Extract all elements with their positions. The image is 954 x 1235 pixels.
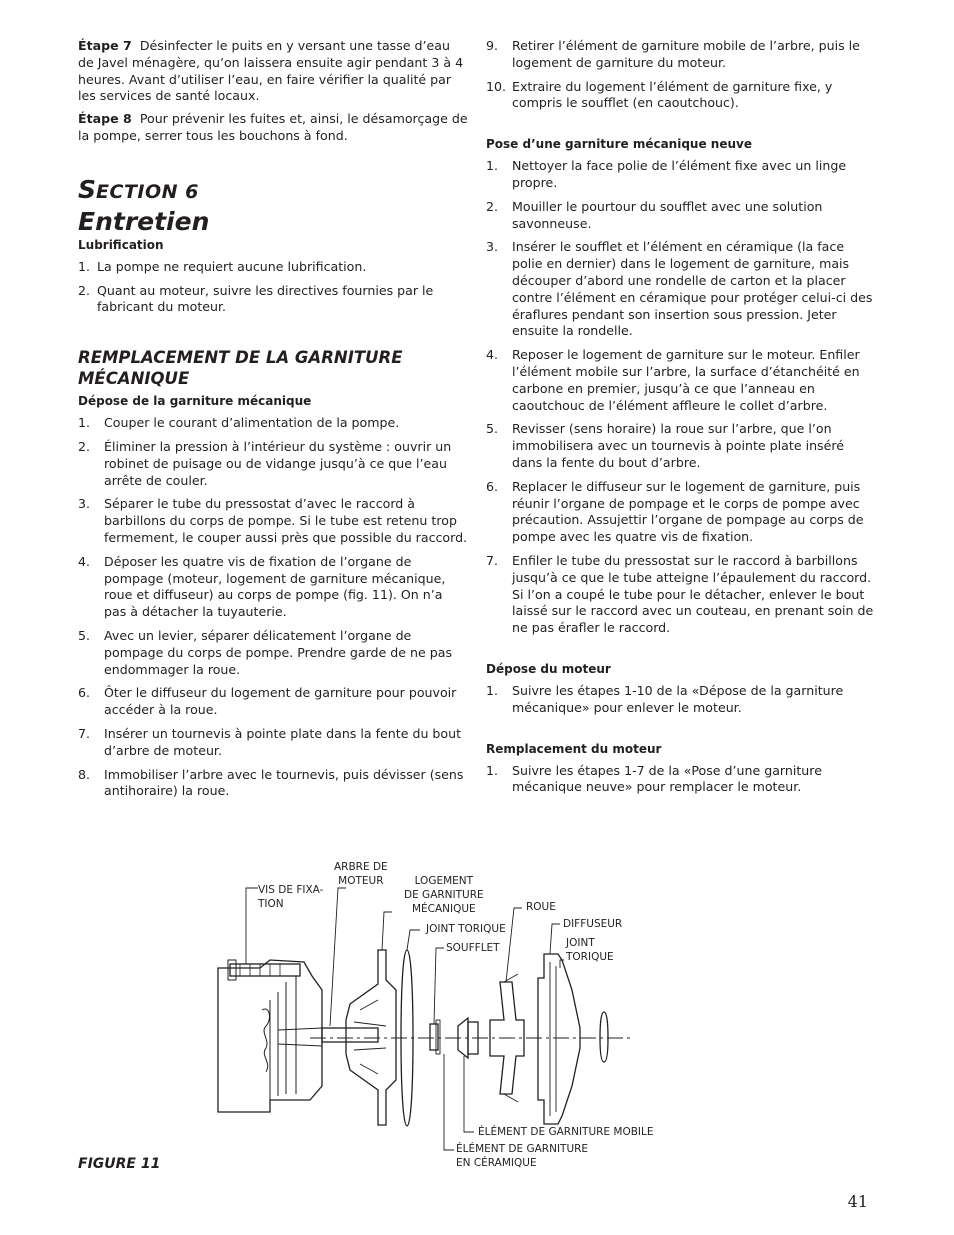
motor-shaft (322, 1028, 378, 1042)
lubrification-list (78, 259, 468, 316)
list-item-number: 5. (78, 627, 91, 643)
list-item-text: Mouiller le pourtour du soufflet avec une solution savonneuse. (512, 198, 823, 231)
label-arbre-de-moteur: ARBRE DE MOTEUR (334, 861, 388, 887)
list-item-text: Replacer le diffuseur sur le logement de garniture, puis réunir l’organe de pompage et le corps de pompe avec précaution. Assujettir l’organe de pompage au corps de pompe avec les quatre vis de fixation. (512, 478, 864, 545)
list-item-text: Revisser (sens horaire) la roue sur l’arbre, que l’on immobilisera avec un tournevis à pointe plate inséré dans la fente du bout d’arbre. (512, 421, 845, 470)
list-item-number: 6. (486, 478, 499, 494)
list-item-text: Insérer un tournevis à pointe plate dans la fente du bout d’arbre de moteur. (104, 725, 462, 758)
list-item-number: 10. (486, 78, 507, 94)
list-item-number: 4. (486, 347, 499, 363)
list-item-text: Déposer les quatre vis de fixation de l’organe de pompage (moteur, logement de garniture mécanique, roue et diffuseur) au corps de pompe (fig. 11). On n’a pas à détacher la tuyauterie. (104, 553, 446, 620)
section-heading (78, 175, 468, 237)
depose-list-continued (486, 38, 878, 112)
label-diffuseur: DIFFUSEUR (563, 918, 623, 930)
right-column (486, 38, 878, 803)
list-item (486, 763, 878, 797)
list-item-number: 1. (78, 258, 91, 274)
label-roue: ROUE (526, 901, 556, 913)
depose-moteur-list (486, 683, 878, 717)
list-item (486, 347, 878, 414)
list-item-text: Quant au moteur, suivre les directives fournies par le fabricant du moteur. (97, 282, 434, 315)
list-item-text: Couper le courant d’alimentation de la pompe. (104, 415, 400, 431)
list-item-number: 7. (78, 725, 91, 741)
lubrification-heading: Lubrification (78, 237, 164, 252)
label-vis-de-fixation: VIS DE FIXA- TION (258, 884, 324, 910)
step-7-label: Étape 7 (78, 38, 132, 53)
list-item-number: 8. (78, 766, 91, 782)
figure-caption: FIGURE 11 (78, 1156, 161, 1172)
list-item-text: Suivre les étapes 1-10 de la «Dépose de la garniture mécanique» pour enlever le moteur. (512, 682, 844, 715)
o-ring-2 (600, 1012, 608, 1062)
depose-moteur-heading: Dépose du moteur (486, 661, 611, 676)
list-item-number: 6. (78, 685, 91, 701)
list-item (486, 553, 878, 637)
pose-heading: Pose d’une garniture mécanique neuve (486, 137, 752, 152)
list-item-text: Enfiler le tube du pressostat sur le raccord à barbillons jusqu’à ce que le tube atteigne l’épaulement du raccord. Si l’on a coupé le tube pour le détacher, enlever le bout laissé sur le raccord avec un couteau, en prenant soin de ne pas érafler le raccord. (512, 552, 874, 636)
list-item (78, 628, 468, 678)
remplacement-heading: REMPLACEMENT DE LA GARNITURE MÉCANIQUE (78, 348, 403, 389)
list-item (486, 199, 878, 233)
list-item-number: 3. (78, 496, 91, 512)
list-item (78, 685, 468, 719)
figure-11-diagram (200, 850, 720, 1180)
section-number: SECTION 6 (78, 174, 199, 204)
page-number: 41 (847, 1192, 868, 1211)
section-title: Entretien (78, 206, 210, 236)
step-8 (78, 111, 468, 145)
list-item (78, 439, 468, 489)
list-item-text: Retirer l’élément de garniture mobile de l’arbre, puis le logement de garniture du moteur. (512, 38, 860, 70)
bolt-top (230, 964, 300, 976)
list-item-text: Ôter le diffuseur du logement de garniture pour pouvoir accéder à la roue. (104, 685, 457, 718)
list-item-number: 2. (78, 438, 91, 454)
list-item-text: Immobiliser l’arbre avec le tournevis, puis dévisser (sens antihoraire) la roue. (104, 766, 464, 799)
list-item-text: Nettoyer la face polie de l’élément fixe avec un linge propre. (512, 158, 847, 190)
list-item-number: 1. (486, 762, 499, 778)
list-item (78, 554, 468, 621)
list-item-number: 1. (486, 682, 499, 698)
list-item-number: 3. (486, 239, 499, 255)
label-joint-torique-2: JOINT TORIQUE (566, 937, 614, 963)
pose-list (486, 158, 878, 637)
list-item (486, 79, 878, 113)
list-item-text: Extraire du logement l’élément de garniture fixe, y compris le soufflet (en caoutchouc). (512, 78, 833, 111)
list-item-text: Avec un levier, séparer délicatement l’organe de pompage du corps de pompe. Prendre garde de ne pas endommager la roue. (104, 627, 453, 677)
list-item-text: Séparer le tube du pressostat d’avec le raccord à barbillons du corps de pompe. Si le tube est retenu trop fermement, le couper aussi près que possible du raccord. (104, 496, 468, 545)
list-item (486, 239, 878, 340)
step-7 (78, 38, 468, 105)
depose-heading: Dépose de la garniture mécanique (78, 394, 312, 409)
label-joint-torique-1: JOINT TORIQUE (426, 923, 506, 935)
list-item-text: Reposer le logement de garniture sur le moteur. Enfiler l’élément mobile sur l’arbre, la surface d’étanchéité en carbone en premier, jusqu’à ce que l’anneau en caoutchouc de l’élément affleure le collet d’arbre. (512, 347, 860, 413)
list-item (78, 767, 468, 801)
list-item-number: 2. (78, 282, 91, 298)
list-item-number: 9. (486, 38, 499, 53)
list-item-number: 5. (486, 421, 499, 437)
step-8-label: Étape 8 (78, 111, 132, 127)
list-item (78, 415, 468, 432)
depose-list (78, 415, 468, 800)
list-item (486, 38, 878, 72)
list-item-text: La pompe ne requiert aucune lubrification. (97, 258, 367, 274)
left-column (78, 38, 468, 807)
step-7-text: Désinfecter le puits en y versant une tasse d’eau de Javel ménagère, qu’on laissera ensuite agir pendant 3 à 4 heures. Avant d’utiliser l’eau, en faire vérifier la qualité par les services de santé locaux. (78, 38, 464, 104)
list-item-text: Insérer le soufflet et l’élément en céramique (la face polie en dernier) dans le logement de garniture, mais découper d’abord une rondelle de carton et la placer contre l’élément en céramique pour protéger celui-ci des éraflures pendant son insertion sous pression. Jeter ensuite la rondelle. (512, 239, 873, 339)
step-8-text: Pour prévenir les fuites et, ainsi, le désamorçage de la pompe, serrer tous les bouchons à fond. (78, 111, 468, 143)
list-item-text: Suivre les étapes 1-7 de la «Pose d’une garniture mécanique neuve» pour remplacer le moteur. (512, 762, 822, 795)
list-item (486, 158, 878, 192)
list-item (78, 283, 468, 317)
label-soufflet: SOUFFLET (446, 942, 500, 954)
list-item-number: 1. (486, 158, 499, 174)
list-item (78, 259, 468, 276)
list-item (486, 479, 878, 546)
seal-housing (346, 950, 396, 1125)
remplacement-moteur-heading: Remplacement du moteur (486, 741, 662, 756)
list-item-number: 4. (78, 553, 91, 569)
label-garniture-ceramique: ÉLÉMENT DE GARNITURE EN CÉRAMIQUE (456, 1143, 589, 1169)
remplacement-moteur-list (486, 763, 878, 797)
list-item-number: 2. (486, 198, 499, 214)
list-item (78, 726, 468, 760)
label-garniture-mobile: ÉLÉMENT DE GARNITURE MOBILE (478, 1126, 654, 1138)
diffuser (538, 954, 580, 1124)
list-item (486, 421, 878, 471)
ceramic-seal (430, 1024, 438, 1050)
list-item-text: Éliminer la pression à l’intérieur du système : ouvrir un robinet de puisage ou de vidange jusqu’à ce que l’eau arrête de couler. (104, 438, 452, 488)
list-item (78, 496, 468, 546)
list-item-number: 1. (78, 415, 91, 431)
list-item (486, 683, 878, 717)
list-item-number: 7. (486, 552, 499, 568)
label-logement: LOGEMENT DE GARNITURE MÉCANIQUE (404, 875, 484, 915)
